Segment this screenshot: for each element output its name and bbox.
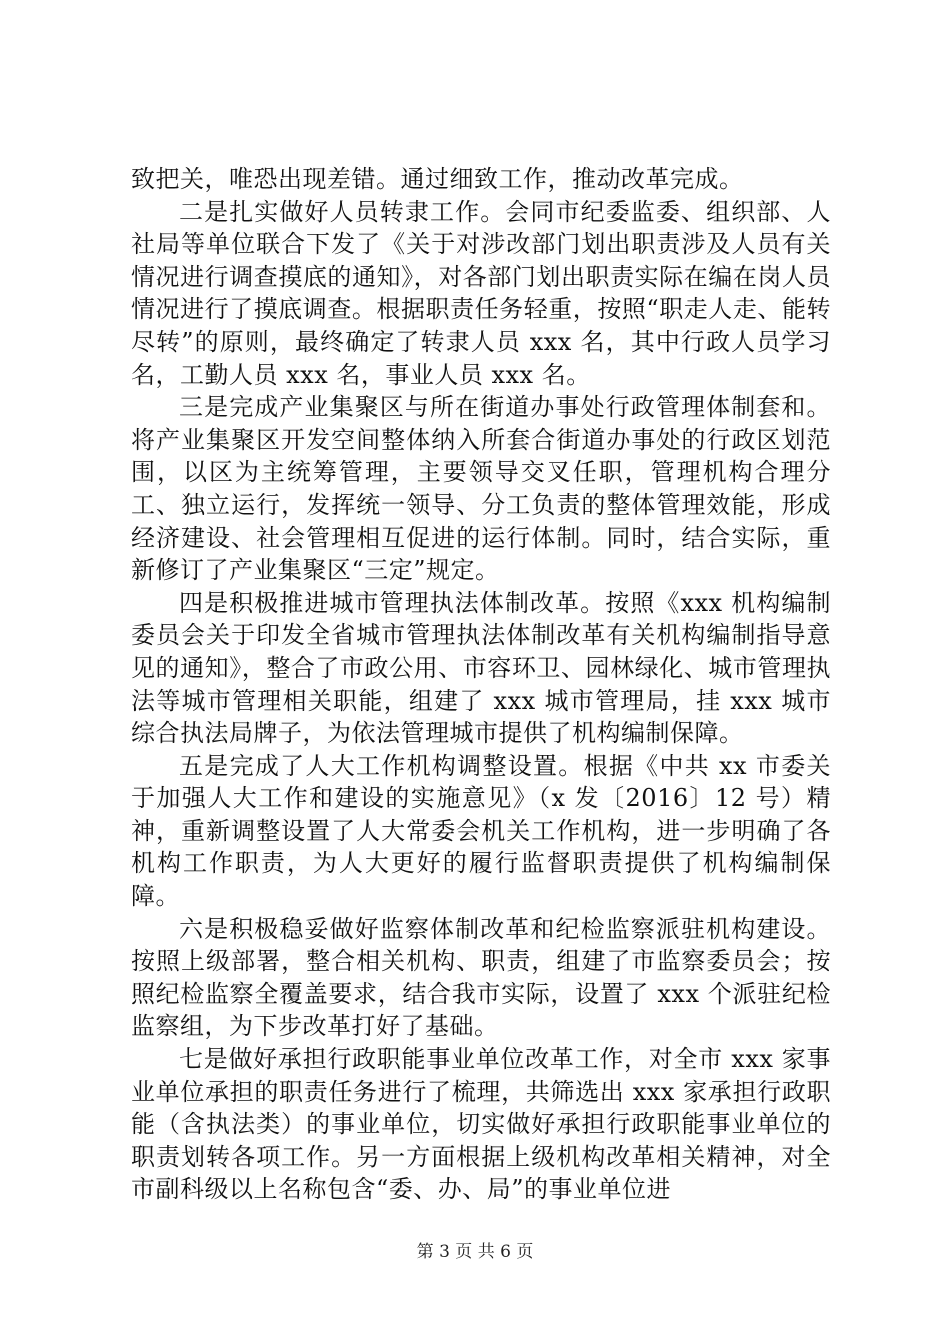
paragraph-1: 致把关，唯恐出现差错。通过细致工作，推动改革完成。	[131, 165, 744, 193]
paragraph-6: 六是积极稳妥做好监察体制改革和纪检监察派驻机构建设。按照上级部署，整合相关机构、职责，组建了市监察委员会；按照纪检监察全覆盖要求，结合我市实际，设置了 xxx 个派驻纪检监察组，为下步改革打好了基础。	[131, 914, 831, 1041]
paragraph-5: 五是完成了人大工作机构调整设置。根据《中共 xx 市委关于加强人大工作和建设的实施意见》（x 发〔2016〕12 号）精神，重新调整设置了人大常委会机关工作机构，进一步明确了各机构工作职责，为人大更好的履行监督职责提供了机构编制保障。	[131, 751, 831, 911]
paragraph-4: 四是积极推进城市管理执法体制改革。按照《xxx 机构编制委员会关于印发全省城市管理执法体制改革有关机构编制指导意见的通知》，整合了市政公用、市容环卫、园林绿化、城市管理执法等城市管理相关职能，组建了 xxx 城市管理局，挂 xxx 城市综合执法局牌子，为依法管理城市提供了机构编制保障。	[131, 588, 831, 748]
page-number-footer: 第 3 页 共 6 页	[416, 1242, 534, 1262]
paragraph-7: 七是做好承担行政职能事业单位改革工作，对全市 xxx 家事业单位承担的职责任务进行了梳理，共筛选出 xxx 家承担行政职能（含执法类）的事业单位，切实做好承担行政职能事业单位的职责划转各项工作。另一方面根据上级机构改革相关精神，对全市副科级以上名称包含“委、办、局”的事业单位进	[131, 1045, 831, 1204]
paragraph-3: 三是完成产业集聚区与所在街道办事处行政管理体制套和。将产业集聚区开发空间整体纳入所套合街道办事处的行政区划范围，以区为主统筹管理，主要领导交叉任职，管理机构合理分工、独立运行，发挥统一领导、分工负责的整体管理效能，形成经济建设、社会管理相互促进的运行体制。同时，结合实际，重新修订了产业集聚区“三定”规定。	[131, 393, 831, 585]
document-body	[131, 163, 831, 1206]
paragraph-2: 二是扎实做好人员转隶工作。会同市纪委监委、组织部、人社局等单位联合下发了《关于对涉改部门划出职责涉及人员有关情况进行调查摸底的通知》，对各部门划出职责实际在编在岗人员情况进行了摸底调查。根据职责任务轻重，按照“职走人走、能转尽转”的原则，最终确定了转隶人员 xxx 名，其中行政人员学习名，工勤人员 xxx 名，事业人员 xxx 名。	[131, 197, 831, 389]
